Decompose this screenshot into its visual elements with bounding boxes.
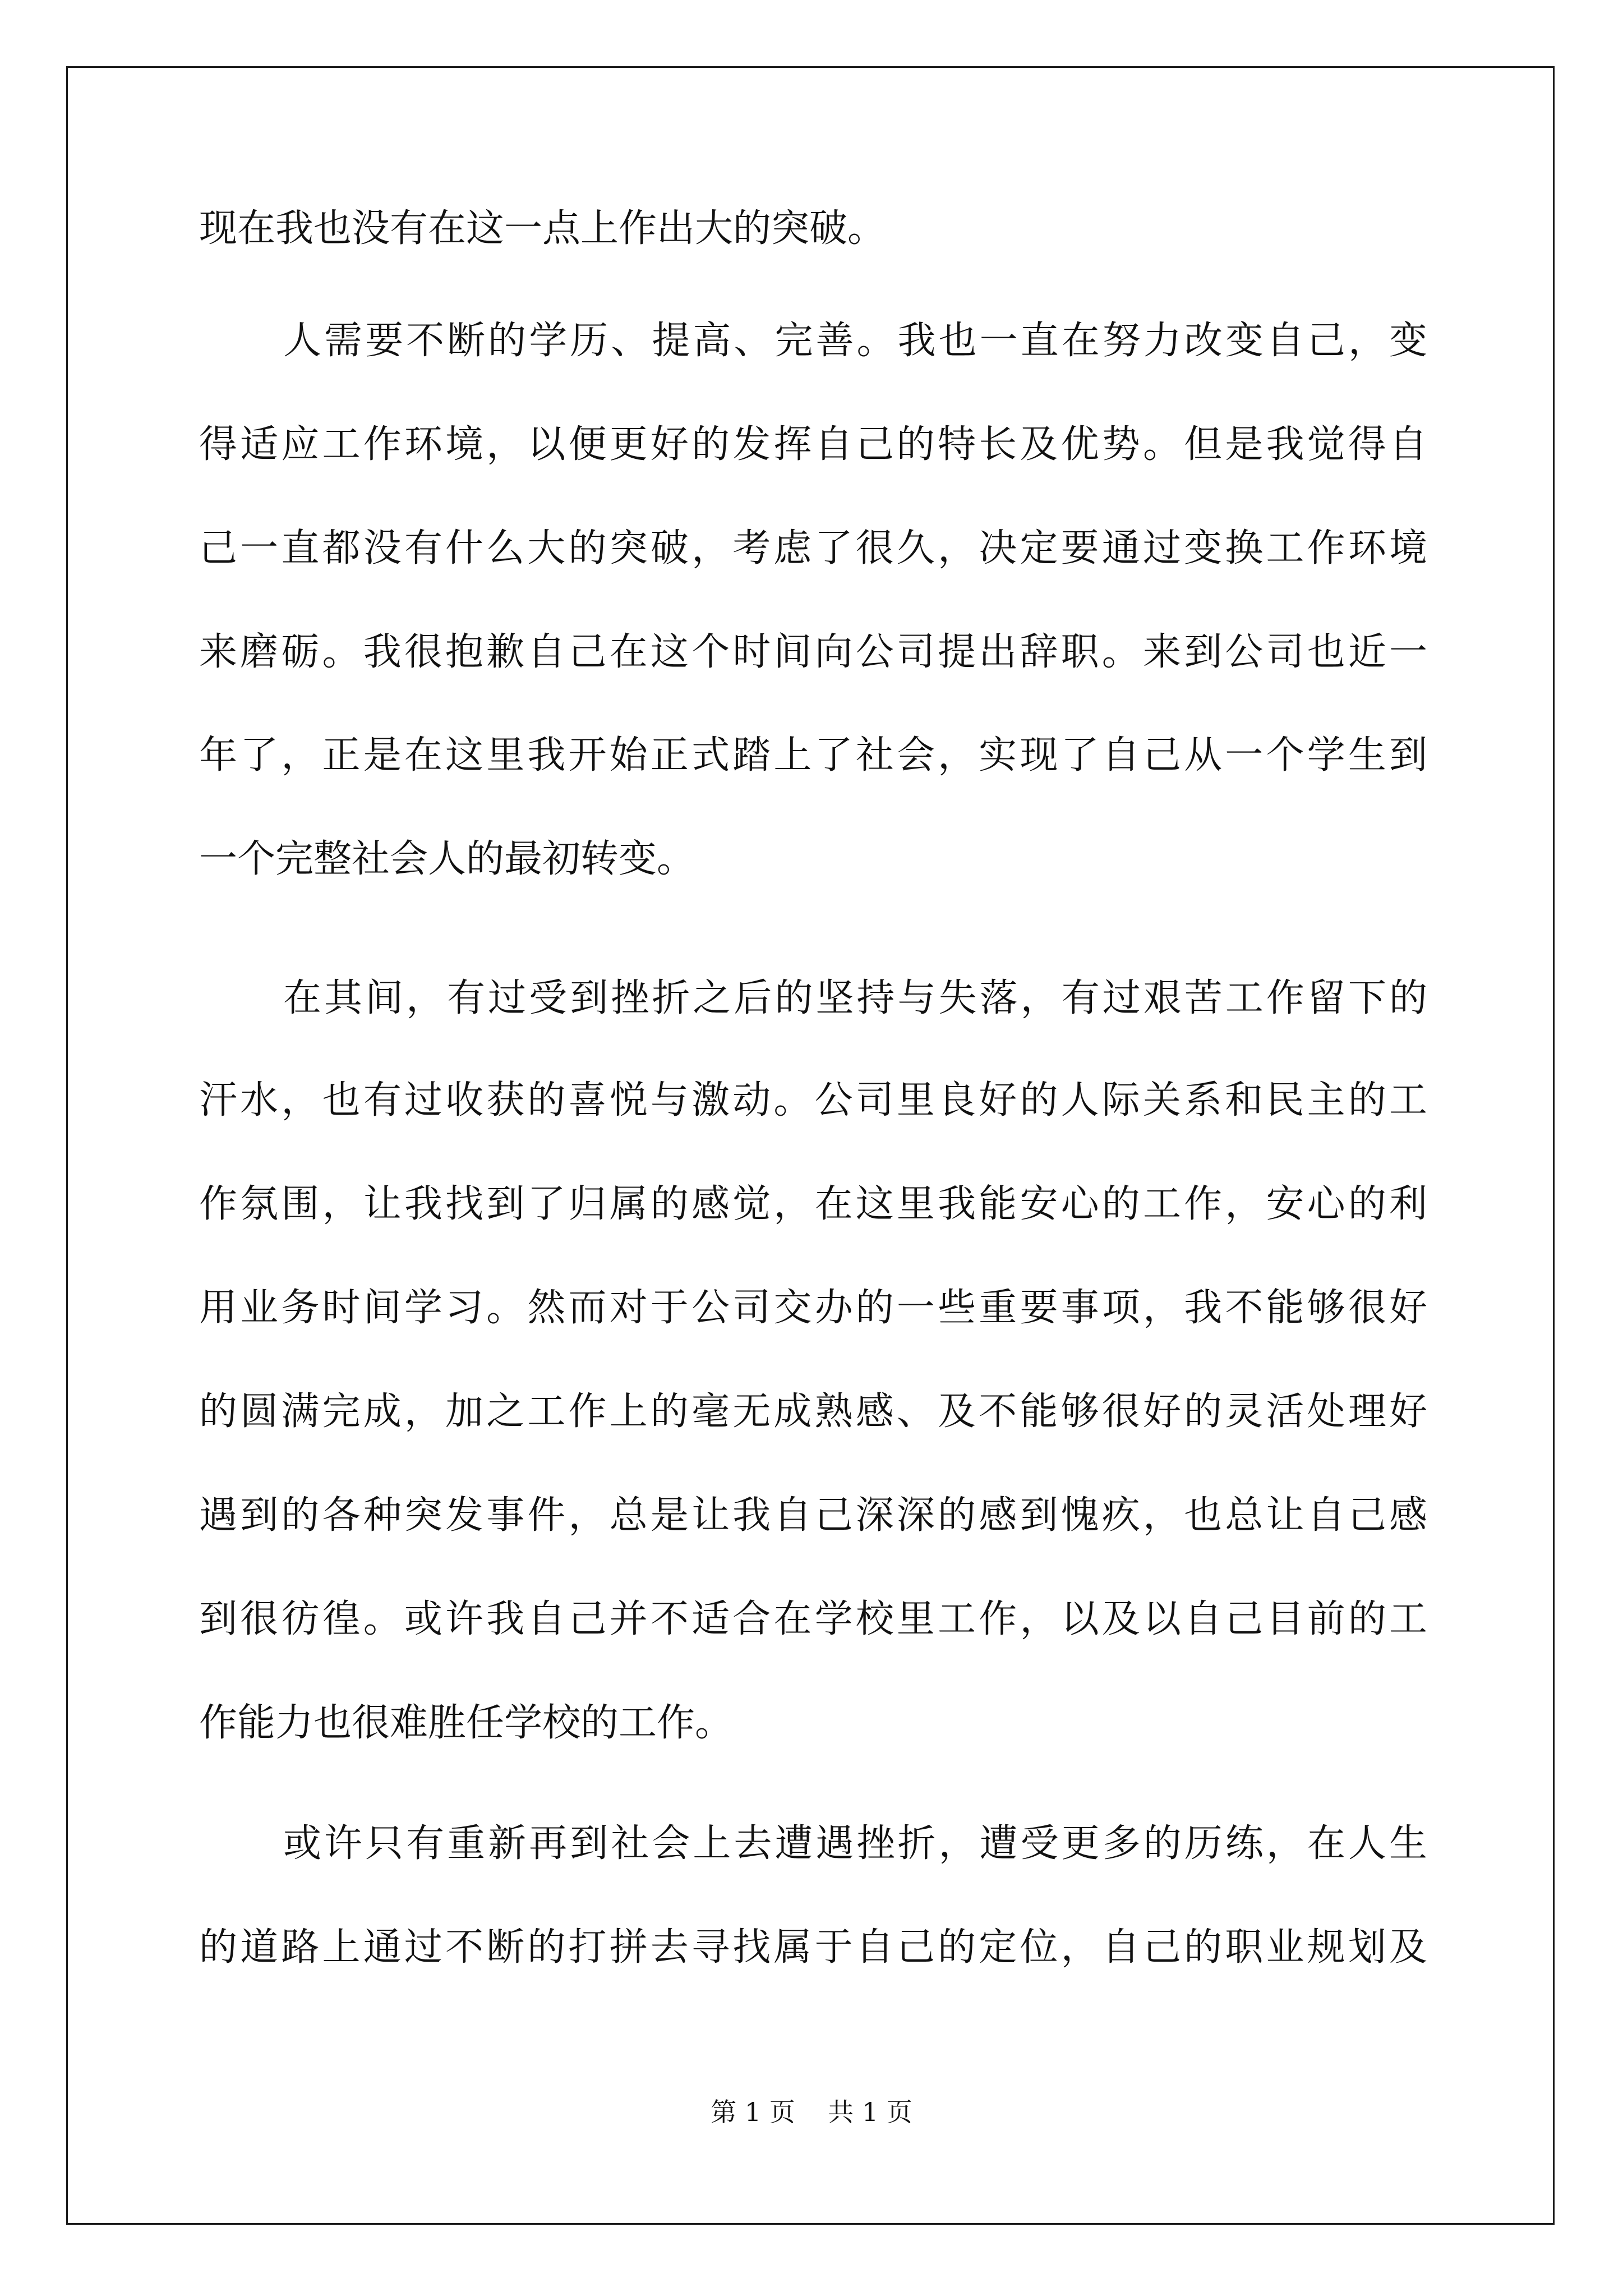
- text-line: 作氛围，让我找到了归属的感觉，在这里我能安心的工作，安心的利: [199, 1182, 1427, 1226]
- text-line: 现在我也没有在这一点上作出大的突破。: [199, 206, 886, 251]
- text-line: 的圆满完成，加之工作上的毫无成熟感、及不能够很好的灵活处理好: [199, 1389, 1427, 1434]
- text-line: 遇到的各种突发事件，总是让我自己深深的感到愧疚，也总让自己感: [199, 1493, 1427, 1538]
- paragraph-first-line: 或许只有重新再到社会上去遭遇挫折，遭受更多的历练，在人生: [283, 1821, 1427, 1866]
- text-line: 用业务时间学习。然而对于公司交办的一些重要事项，我不能够很好: [199, 1286, 1427, 1330]
- text-line: 己一直都没有什么大的突破，考虑了很久，决定要通过变换工作环境: [199, 526, 1427, 570]
- text-line: 来磨砺。我很抱歉自己在这个时间向公司提出辞职。来到公司也近一: [199, 630, 1427, 674]
- text-line: 年了，正是在这里我开始正式踏上了社会，实现了自己从一个学生到: [199, 733, 1427, 777]
- text-line: 作能力也很难胜任学校的工作。: [199, 1701, 734, 1745]
- text-line: 一个完整社会人的最初转变。: [199, 837, 695, 881]
- paragraph-first-line: 在其间，有过受到挫折之后的坚持与失落，有过艰苦工作留下的: [283, 976, 1427, 1020]
- text-line: 得适应工作环境，以便更好的发挥自己的特长及优势。但是我觉得自: [199, 422, 1427, 467]
- paragraph-first-line: 人需要不断的学历、提高、完善。我也一直在努力改变自己，变: [283, 319, 1427, 363]
- page-number-footer: 第 1 页 共 1 页: [711, 2097, 912, 2127]
- page-border: [66, 66, 1555, 2225]
- text-line: 汗水，也有过收获的喜悦与激动。公司里良好的人际关系和民主的工: [199, 1078, 1427, 1122]
- text-line: 的道路上通过不断的打拼去寻找属于自己的定位，自己的职业规划及: [199, 1925, 1427, 1970]
- text-line: 到很彷徨。或许我自己并不适合在学校里工作，以及以自己目前的工: [199, 1597, 1427, 1641]
